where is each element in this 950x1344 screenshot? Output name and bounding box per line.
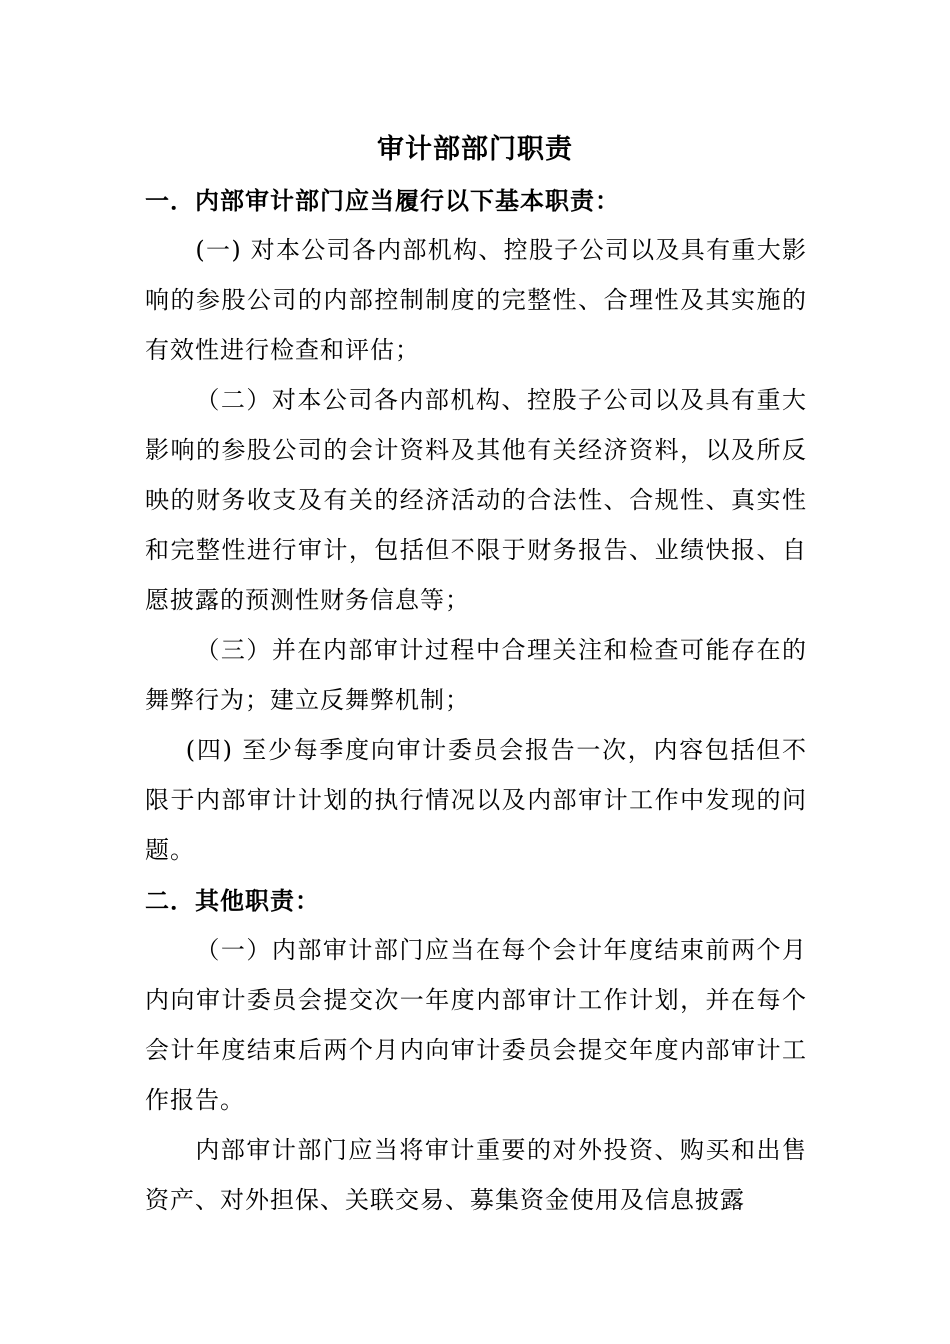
paragraph: （一）内部审计部门应当在每个会计年度结束前两个月内向审计委员会提交次一年度内部审计工作计划，并在每个会计年度结束后两个月内向审计委员会提交年度内部审计工作报告。 bbox=[145, 936, 807, 1114]
paragraph: （二）对本公司各内部机构、控股子公司以及具有重大影响的参股公司的会计资料及其他有关经济资料，以及所反映的财务收支及有关的经济活动的合法性、合规性、真实性和完整性进行审计，包括但不限于财务报告、业绩快报、自愿披露的预测性财务信息等； bbox=[145, 386, 807, 614]
paragraph: （三）并在内部审计过程中合理关注和检查可能存在的舞弊行为；建立反舞弊机制； bbox=[145, 636, 807, 714]
paragraph: (一) 对本公司各内部机构、控股子公司以及具有重大影响的参股公司的内部控制制度的完整性、合理性及其实施的有效性进行检查和评估； bbox=[145, 236, 807, 364]
section-heading: 一．内部审计部门应当履行以下基本职责： bbox=[145, 186, 620, 215]
section-basic-duties bbox=[145, 177, 807, 875]
paragraph: 内部审计部门应当将审计重要的对外投资、购买和出售资产、对外担保、关联交易、募集资金使用及信息披露 bbox=[145, 1136, 807, 1214]
document-body bbox=[145, 177, 807, 1225]
paragraph: (四) 至少每季度向审计委员会报告一次，内容包括但不限于内部审计计划的执行情况以及内部审计工作中发现的问题。 bbox=[145, 736, 807, 864]
section-heading: 二．其他职责： bbox=[145, 886, 320, 915]
section-other-duties bbox=[145, 877, 807, 1225]
document-title: 审计部部门职责 bbox=[377, 134, 573, 165]
